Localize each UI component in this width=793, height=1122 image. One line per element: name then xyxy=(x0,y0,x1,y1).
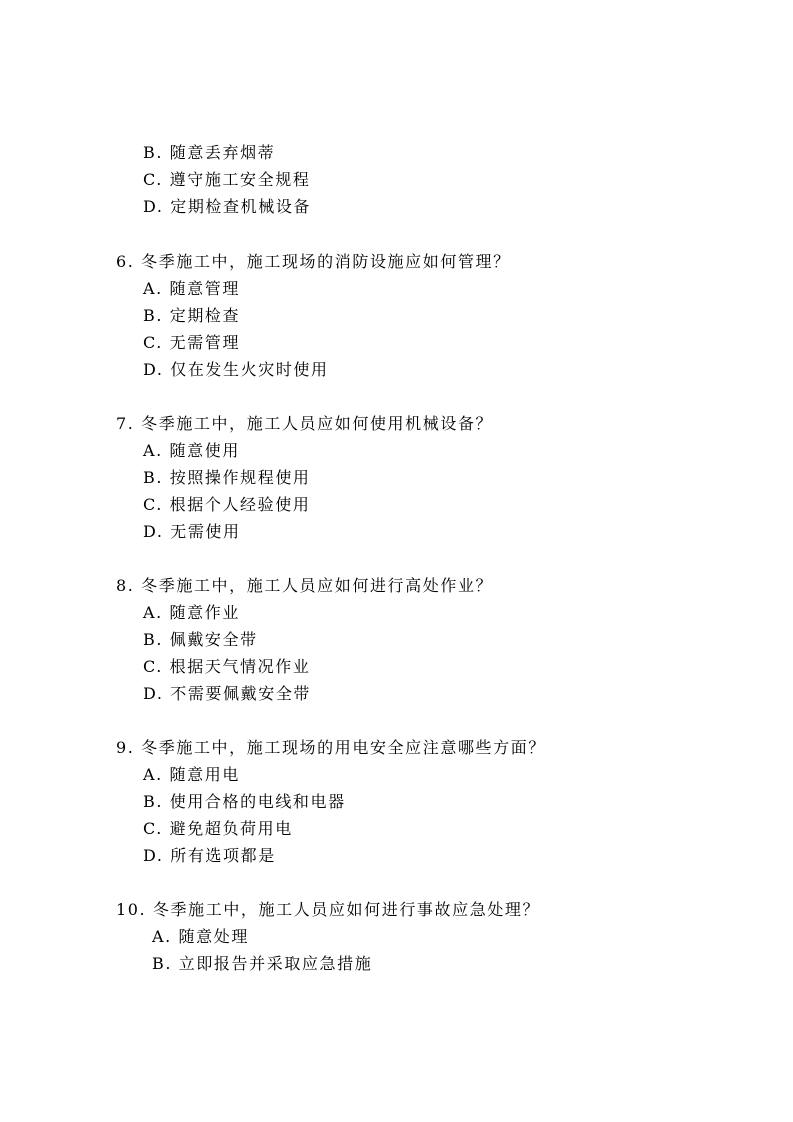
option-d: D. 不需要佩戴安全带 xyxy=(143,684,312,703)
question-7: 7. 冬季施工中，施工人员应如何使用机械设备？ xyxy=(116,414,494,433)
option-a: A. 随意使用 xyxy=(143,441,240,460)
option-a: A. 随意作业 xyxy=(143,603,240,622)
option-b: B. 立即报告并采取应急措施 xyxy=(152,954,373,973)
option-d: D. 仅在发生火灾时使用 xyxy=(143,360,329,379)
option-d: D. 定期检查机械设备 xyxy=(143,197,312,216)
option-a: A. 随意管理 xyxy=(143,279,240,298)
option-b: B. 随意丢弃烟蒂 xyxy=(143,143,276,162)
option-a: A. 随意用电 xyxy=(143,765,240,784)
question-6: 6. 冬季施工中，施工现场的消防设施应如何管理？ xyxy=(116,252,511,271)
question-9: 9. 冬季施工中，施工现场的用电安全应注意哪些方面？ xyxy=(116,738,546,757)
option-b: B. 按照操作规程使用 xyxy=(143,468,311,487)
option-b: B. 佩戴安全带 xyxy=(143,630,258,649)
option-b: B. 定期检查 xyxy=(143,306,241,325)
option-b: B. 使用合格的电线和电器 xyxy=(143,792,346,811)
option-c: C. 遵守施工安全规程 xyxy=(143,170,311,189)
option-c: C. 根据天气情况作业 xyxy=(143,657,311,676)
option-c: C. 无需管理 xyxy=(143,333,241,352)
option-c: C. 根据个人经验使用 xyxy=(143,495,311,514)
option-a: A. 随意处理 xyxy=(152,927,249,946)
question-10: 10. 冬季施工中，施工人员应如何进行事故应急处理？ xyxy=(116,900,541,919)
option-d: D. 所有选项都是 xyxy=(143,846,276,865)
option-d: D. 无需使用 xyxy=(143,522,241,541)
question-8: 8. 冬季施工中，施工人员应如何进行高处作业？ xyxy=(116,576,494,595)
option-c: C. 避免超负荷用电 xyxy=(143,819,293,838)
